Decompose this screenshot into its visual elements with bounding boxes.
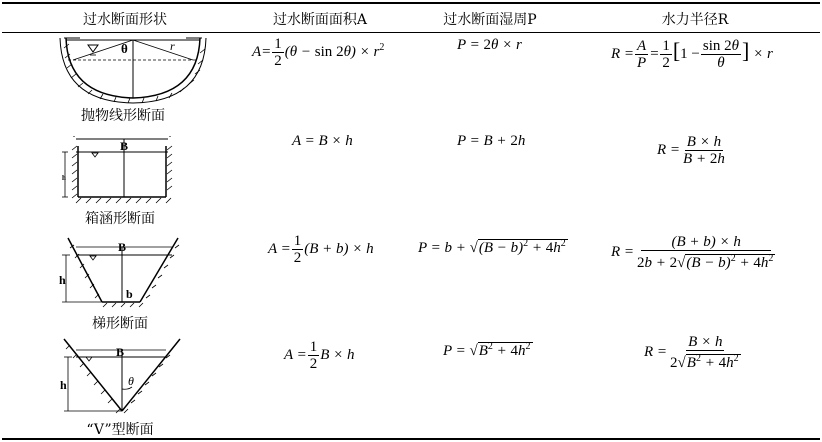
area-formula-box-culvert: A = B × h [292,133,353,149]
trapezoid-bottom-width-label: b [126,287,133,301]
theta-label: θ [121,41,128,56]
area-formula-trapezoid: A = $\frac{1}{2}$ (B + b) × h [268,233,374,266]
shape-name-v: “V”型断面 [86,422,154,438]
v-angle-label: θ [128,374,134,388]
perimeter-formula-box-culvert: P = B + 2h [457,133,526,149]
area-formula-parabolic: A= $\frac{1}{2}$ $(\theta - \sin 2\theta) \times r^2$ [252,36,385,69]
shape-name-parabolic: 抛物线形断面 [81,108,165,124]
v-section-figure [58,337,188,417]
radius-formula-parabolic: R = $\frac{A}{P}$ = $\frac{1}{2}$ [1 − $\frac{\sin 2\theta}{\theta}$ ] × r [611,38,773,72]
box-width-label: B [120,139,129,153]
v-height-label: h [60,378,67,392]
header-area: 过水断面面积A [272,12,368,28]
shape-name-trapezoid: 梯形断面 [92,316,148,332]
r-label: r [170,39,175,53]
box-culvert-figure [58,134,182,204]
shape-name-box-culvert: 箱涵形断面 [85,211,155,227]
header-bottom-rule [2,32,820,33]
perimeter-formula-v: $P = √B^2 + 4h^2$ [443,341,531,359]
perimeter-formula-parabolic: P = 2θ × r [457,37,522,53]
trapezoid-section-figure [56,234,186,308]
trapezoid-top-width-label: B [118,240,127,254]
radius-formula-box-culvert: R = $\frac{B \times h}{B + 2h}$ [657,134,725,167]
perimeter-formula-trapezoid: $P = b + √(B - b)^2 + 4h^2$ [418,238,566,256]
parabolic-section-figure [48,36,218,104]
area-formula-v: A = $\frac{1}{2}$ B × h [284,339,355,372]
header-shape: 过水断面形状 [83,12,167,28]
v-width-label: B [116,345,125,359]
header-perimeter: 过水断面湿周P [443,12,537,28]
box-height-label: h [62,174,66,182]
trapezoid-height-label: h [59,273,66,287]
header-radius: 水力半径R [661,12,729,28]
radius-formula-trapezoid: R = $\frac{(B + b) \times h}{2b + 2√(B - b)^2 + 4h^2}$ [611,234,774,271]
table-top-rule [2,2,820,4]
radius-formula-v: R = $\frac{B \times h}{2√B^2 + 4h^2}$ [644,334,739,371]
